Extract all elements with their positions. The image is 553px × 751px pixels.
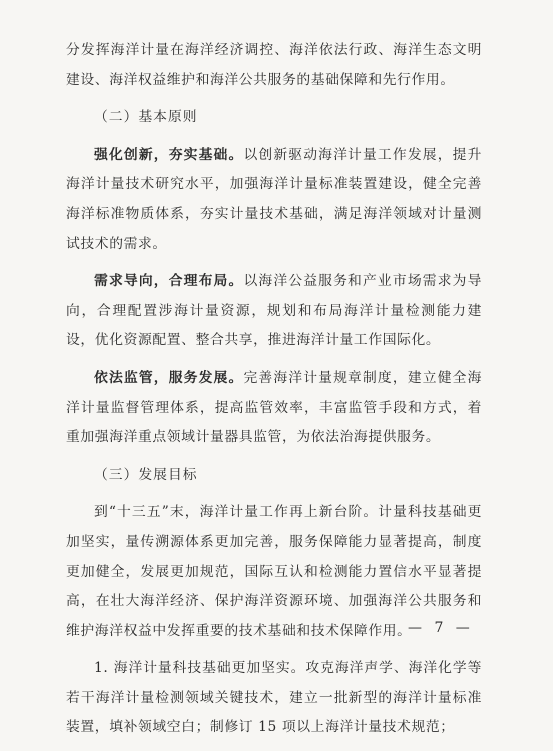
- paragraph-demand: [66, 267, 482, 356]
- principle-text-demand: 以海洋公益服务和产业市场需求为导向，合理配置涉海计量资源，规划和布局海洋计量检测能力建设，优化资源配置、整合共享，推进海洋计量工作国际化。: [66, 273, 482, 349]
- paragraph-supervision: [66, 364, 482, 453]
- paragraph-goal-1: 1. 海洋计量科技基础更加坚实。攻克海洋声学、海洋化学等若干海洋计量检测领域关键技术，建立一批新型的海洋计量标准装置，填补领域空白；制修订 15 项以上海洋计量技术规范；: [66, 660, 482, 736]
- page-number: — 7 —: [408, 620, 474, 636]
- principle-title-demand: 需求导向，合理布局。: [94, 273, 244, 290]
- paragraph-continued: 分发挥海洋计量在海洋经济调控、海洋依法行政、海洋生态文明建设、海洋权益维护和海洋公共服务的基础保障和先行作用。: [66, 42, 482, 88]
- principle-text-supervision: 完善海洋计量规章制度，建立健全海洋计量监督管理体系，提高监管效率，丰富监管手段和方式，着重加强海洋重点领域计量器具监管，为依法治海提供服务。: [66, 369, 482, 446]
- principle-title-innovation: 强化创新，夯实基础。: [94, 146, 244, 163]
- principle-title-supervision: 依法监管，服务发展。: [94, 369, 244, 386]
- section-heading-goals: （三）发展目标: [94, 466, 198, 483]
- section-heading-basic-principles: （二）基本原则: [94, 109, 198, 126]
- principle-text-innovation: 以创新驱动海洋计量工作发展，提升海洋计量技术研究水平，加强海洋计量标准装置建设，健全完善海洋标准物质体系，夯实计量技术基础，满足海洋领域对计量测试技术的需求。: [66, 146, 482, 252]
- document-body: [66, 36, 482, 751]
- paragraph-goals-overview: 到“十三五”末，海洋计量工作再上新台阶。计量科技基础更加坚实，量传溯源体系更加完善，服务保障能力显著提高，制度更加健全，发展更加规范，国际互认和检测能力置信水平显著提高，在壮大海洋经济、保护海洋资源环境、加强海洋公共服务和维护海洋权益中发挥重要的技术基础和技术保障作用。: [66, 504, 482, 639]
- paragraph-innovation: [66, 141, 482, 259]
